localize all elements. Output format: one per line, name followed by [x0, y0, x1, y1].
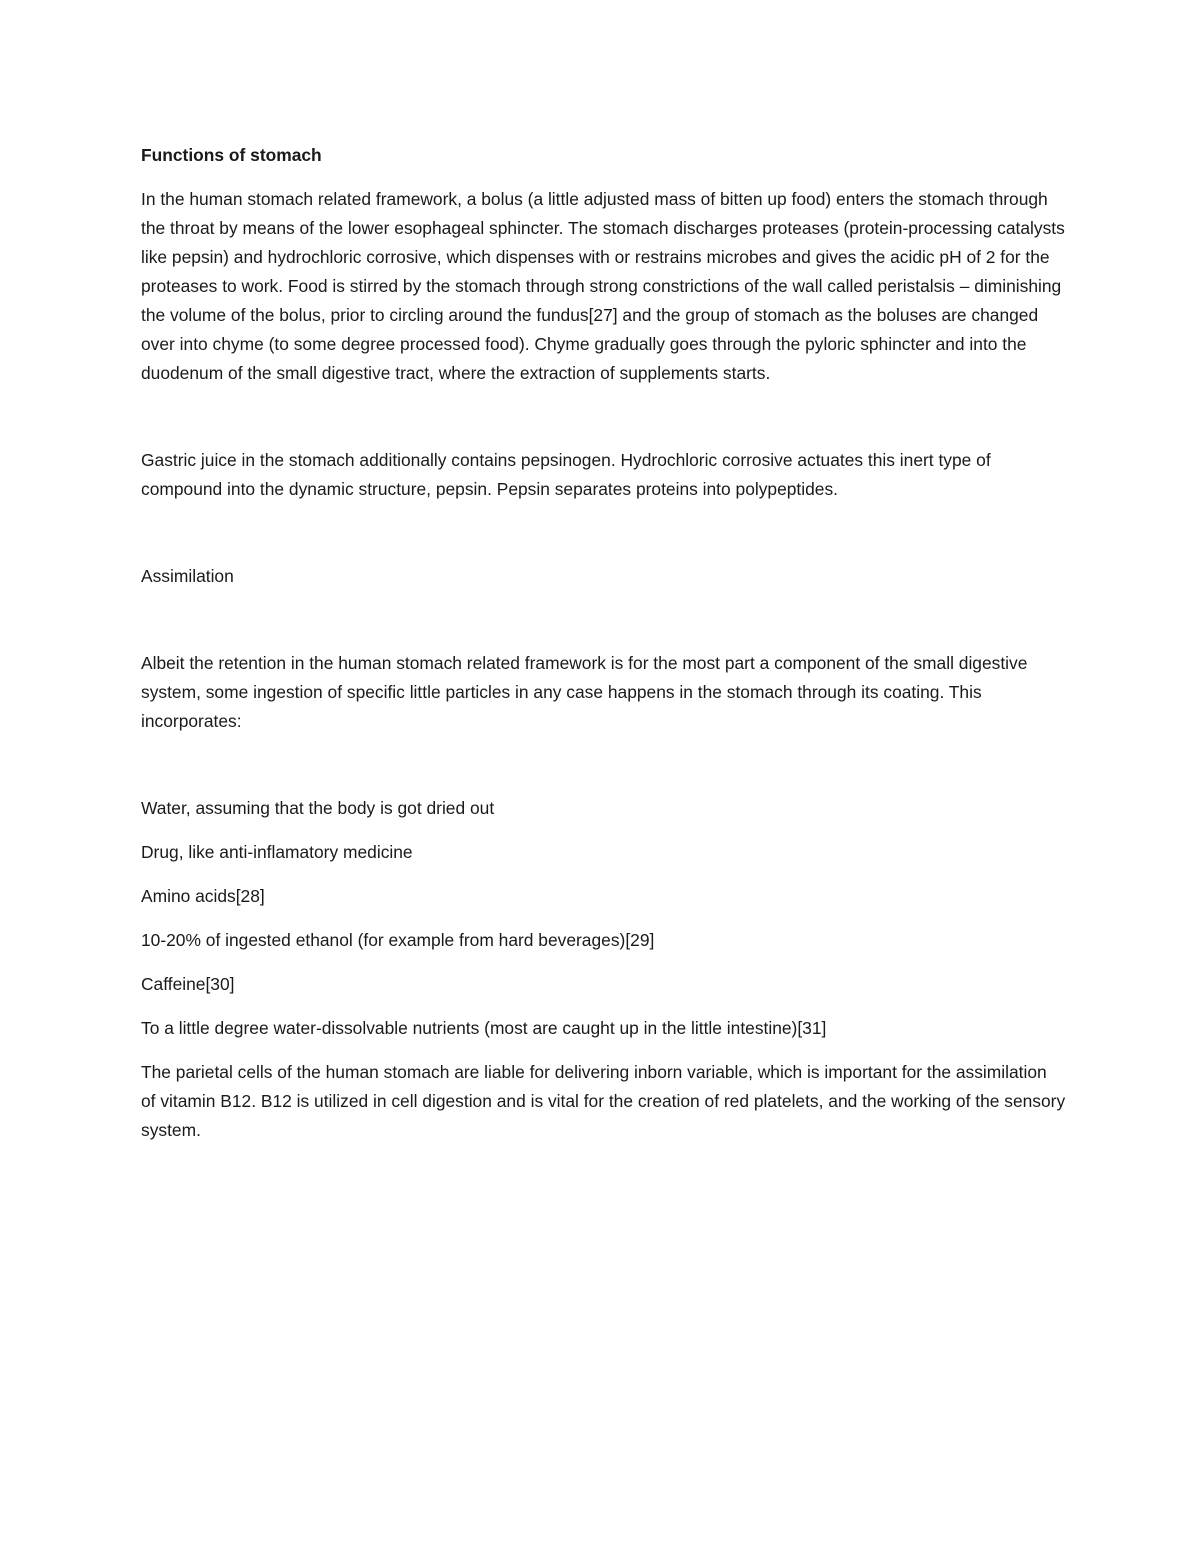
document-heading: Functions of stomach	[141, 145, 322, 165]
list-item: Drug, like anti-inflamatory medicine	[141, 842, 413, 862]
paragraph-digestion: In the human stomach related framework, a bolus (a little adjusted mass of bitten up food) enters the stomach through the throat by means of the lower esophageal sphincter. The stomach discharges proteases (protein-processing catalysts like pepsin) and hydrochloric corrosive, which dispenses with or restrains microbes and gives the acidic pH of 2 for the proteases to work. Food is stirred by the stomach through strong constrictions of the wall called peristalsis – diminishing the volume of the bolus, prior to circling around the fundus[27] and the group of stomach as the boluses are changed over into chyme (to some degree processed food). Chyme gradually goes through the pyloric sphincter and into the duodenum of the small digestive tract, where the extraction of supplements starts.	[141, 189, 1065, 383]
list-item: Amino acids[28]	[141, 886, 265, 906]
list-item: To a little degree water-dissolvable nutrients (most are caught up in the little intestine)[31]	[141, 1018, 827, 1038]
paragraph-parietal-cells: The parietal cells of the human stomach are liable for delivering inborn variable, which is important for the assimilation of vitamin B12. B12 is utilized in cell digestion and is vital for the creation of red platelets, and the working of the sensory system.	[141, 1062, 1066, 1140]
paragraph-absorption: Albeit the retention in the human stomach related framework is for the most part a component of the small digestive system, some ingestion of specific little particles in any case happens in the stomach through its coating. This incorporates:	[141, 653, 1028, 731]
section-subheading: Assimilation	[141, 566, 234, 586]
list-item: 10-20% of ingested ethanol (for example from hard beverages)[29]	[141, 930, 655, 950]
list-item: Water, assuming that the body is got dried out	[141, 798, 495, 818]
paragraph-gastric-juice: Gastric juice in the stomach additionally contains pepsinogen. Hydrochloric corrosive actuates this inert type of compound into the dynamic structure, pepsin. Pepsin separates proteins into polypeptides.	[141, 450, 991, 499]
document-body	[141, 141, 1066, 1145]
list-item: Caffeine[30]	[141, 974, 235, 994]
